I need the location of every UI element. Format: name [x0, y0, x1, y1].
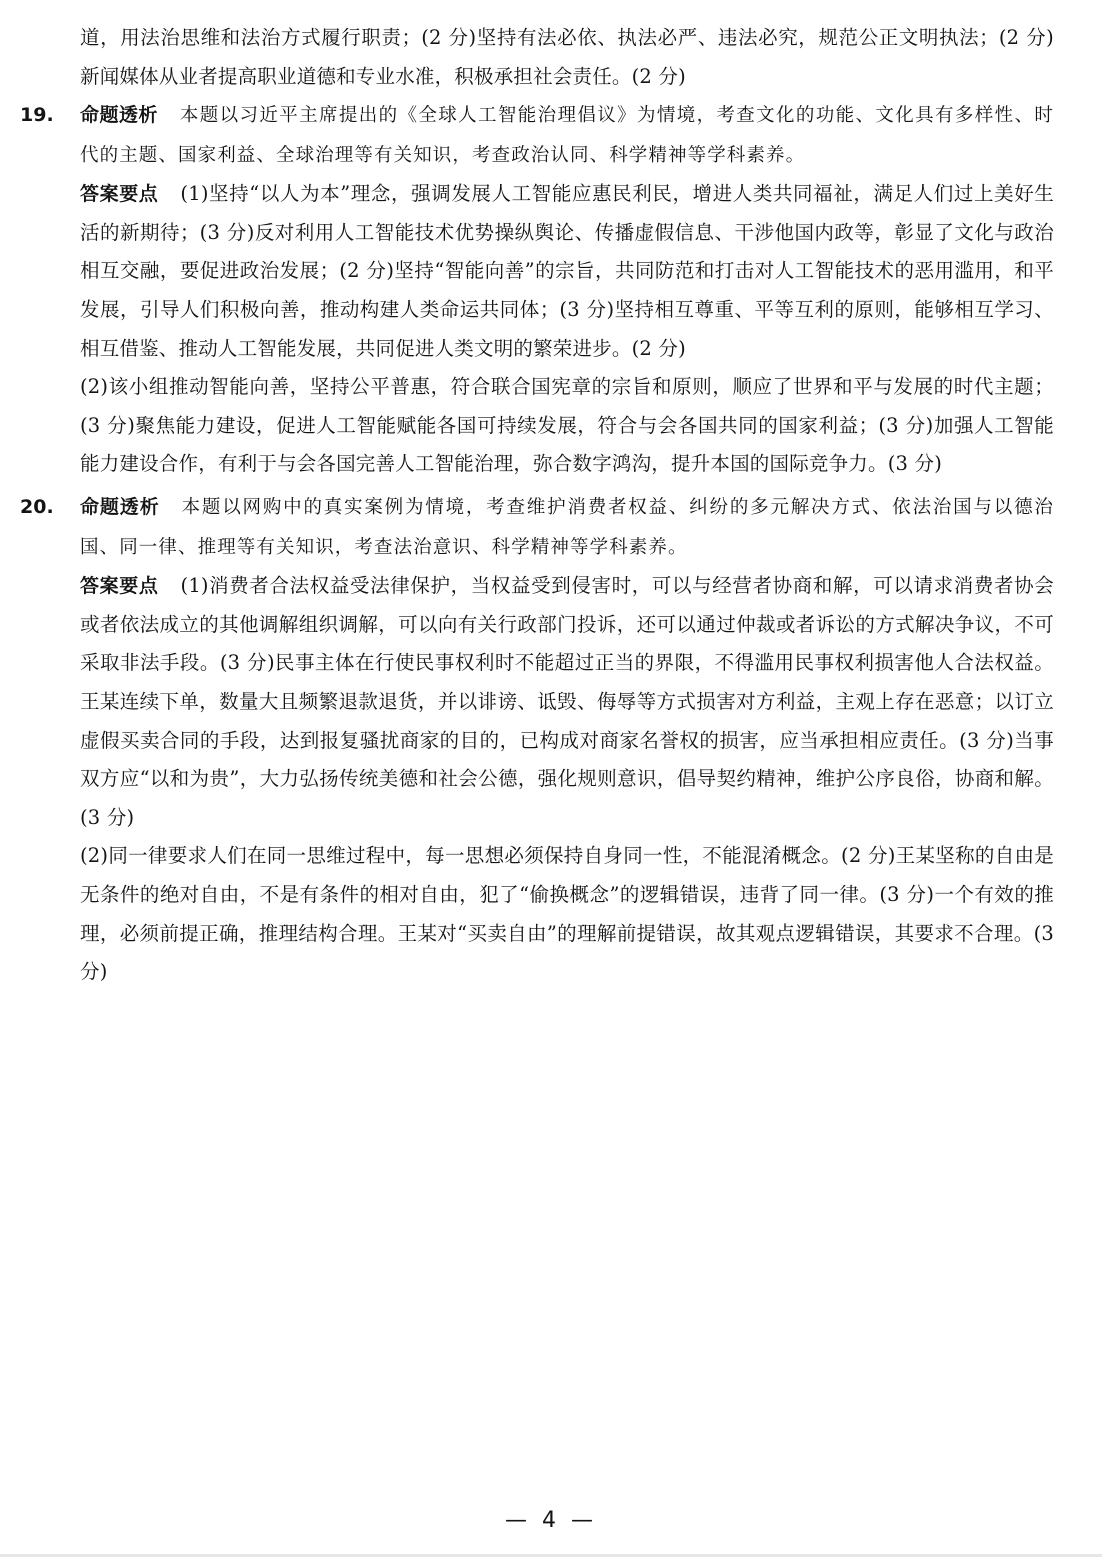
q20-analysis-row — [0, 488, 1102, 567]
q20-analysis-text: 本题以网购中的真实案例为情境，考查维护消费者权益、纠纷的多元解决方式、依法治国与以德治国、同一律、推理等有关知识，考查法治意识、科学精神等学科素养。 — [80, 497, 1054, 558]
previous-answer-continuation — [0, 19, 1102, 96]
q20-analysis-label: 命题透析 — [80, 496, 160, 518]
q19-answer-part1 — [80, 175, 1054, 368]
q19-analysis-paragraph — [80, 96, 1054, 175]
q20-answer-part2-row — [0, 837, 1102, 991]
q20-answer-row — [0, 567, 1102, 837]
q19-answer-part2-row — [0, 368, 1102, 484]
q20-answer-part1 — [80, 567, 1054, 837]
q19-analysis-text: 本题以习近平主席提出的《全球人工智能治理倡议》为情境，考查文化的功能、文化具有多样性、时代的主题、国家利益、全球治理等有关知识，考查政治认同、科学精神等学科素养。 — [80, 105, 1054, 166]
q20-answer-part1-text: (1)消费者合法权益受法律保护，当权益受到侵害时，可以与经营者协商和解，可以请求消费者协会或者依法成立的其他调解组织调解，可以向有关行政部门投诉，还可以通过仲裁或者诉讼的方式解决争议，不可采取非法手段。(3 分)民事主体在行使民事权利时不能超过正当的界限，不得滥用民事权利损害他人合法权益。王某连续下单，数量大且频繁退款退货，并以诽谤、诋毁、侮辱等方式损害对方利益，主观上存在恶意；以订立虚假买卖合同的手段，达到报复骚扰商家的目的，已构成对商家名誉权的损害，应当承担相应责任。(3 分)当事双方应“以和为贵”，大力弘扬传统美德和社会公德，强化规则意识，倡导契约精神，维护公序良俗，协商和解。(3 分) — [80, 574, 1054, 829]
q19-answer-part2: (2)该小组推动智能向善，坚持公平普惠，符合联合国宪章的宗旨和原则，顺应了世界和平与发展的时代主题；(3 分)聚焦能力建设，促进人工智能赋能各国可持续发展，符合与会各国共同的国家利益；(3 分)加强人工智能能力建设合作，有利于与会各国完善人工智能治理，弥合数字鸿沟，提升本国的国际竞争力。(3 分) — [80, 375, 1054, 476]
q19-analysis-label: 命题透析 — [80, 104, 158, 126]
question-20 — [0, 488, 1102, 992]
q20-answer-label: 答案要点 — [80, 575, 159, 598]
q19-answer-label: 答案要点 — [80, 183, 159, 206]
page-number: — 4 — — [505, 1508, 597, 1533]
q19-number: 19. — [20, 104, 54, 126]
q20-number: 20. — [20, 496, 54, 518]
question-19 — [0, 96, 1102, 484]
q20-analysis-paragraph — [80, 488, 1054, 567]
q20-answer-part2: (2)同一律要求人们在同一思维过程中，每一思想必须保持自身同一性，不能混淆概念。(2 分)王某坚称的自由是无条件的绝对自由，不是有条件的相对自由，犯了“偷换概念”的逻辑错误，违背了同一律。(3 分)一个有效的推理，必须前提正确，推理结构合理。王某对“买卖自由”的理解前提错误，故其观点逻辑错误，其要求不合理。(3 分) — [80, 844, 1054, 984]
q19-answer-row — [0, 175, 1102, 368]
q19-answer-part1-text: (1)坚持“以人为本”理念，强调发展人工智能应惠民利民，增进人类共同福祉，满足人们过上美好生活的新期待；(3 分)反对利用人工智能技术优势操纵舆论、传播虚假信息、干涉他国内政等，彰显了文化与政治相互交融，要促进政治发展；(2 分)坚持“智能向善”的宗旨，共同防范和打击对人工智能技术的恶用滥用，和平发展，引导人们积极向善，推动构建人类命运共同体；(3 分)坚持相互尊重、平等互利的原则，能够相互学习、相互借鉴、推动人工智能发展，共同促进人类文明的繁荣进步。(2 分) — [80, 182, 1054, 360]
q19-analysis-row — [0, 96, 1102, 175]
continuation-paragraph: 道，用法治思维和法治方式履行职责；(2 分)坚持有法必依、执法必严、违法必究，规范公正文明执法；(2 分)新闻媒体从业者提高职业道德和专业水准，积极承担社会责任。(2 分) — [80, 26, 1054, 88]
